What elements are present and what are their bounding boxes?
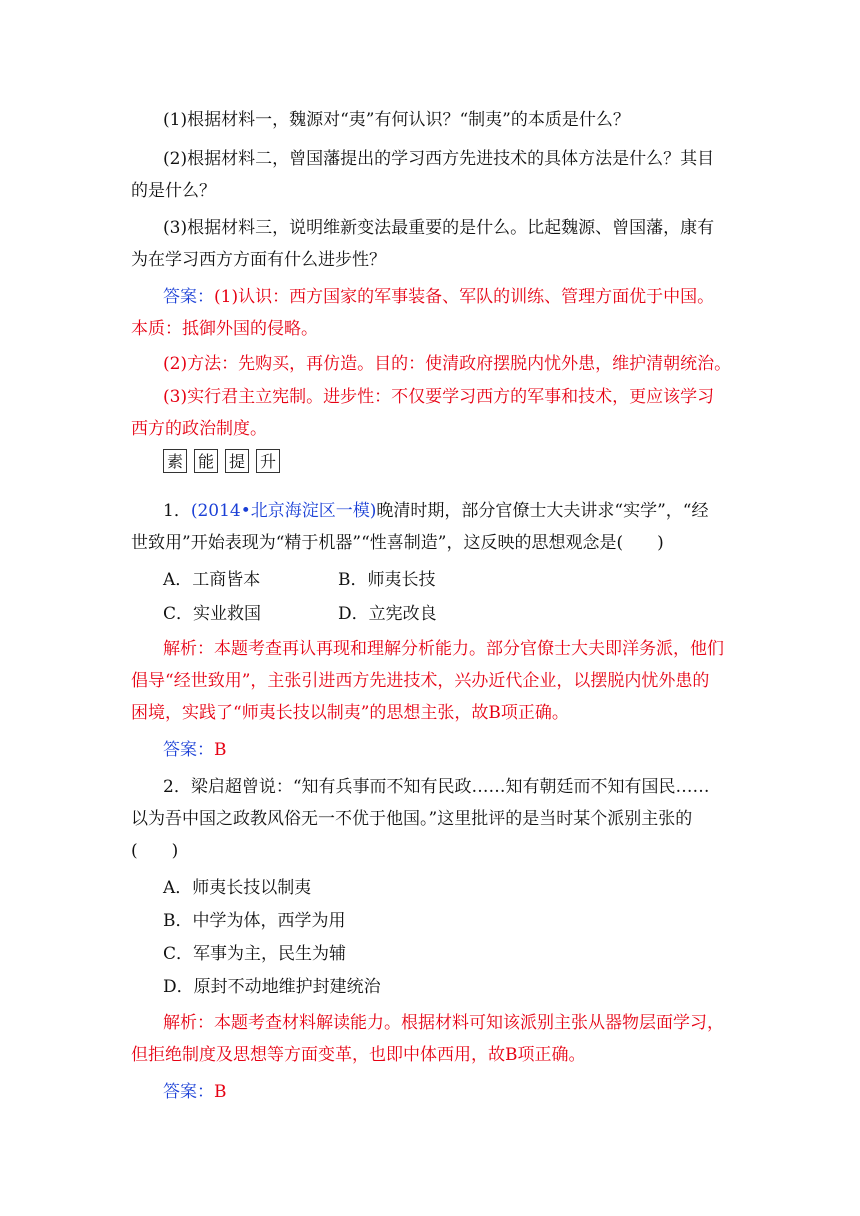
answer-label: 答案：	[163, 287, 214, 307]
item-2-analysis-line-2: 但拒绝制度及思想等方面变革，也即中体西用，故B项正确。	[131, 1045, 586, 1065]
item-1-option-c: C．实业救国	[163, 604, 262, 624]
answer-label: 答案：	[163, 740, 214, 760]
section-badge: 提	[225, 449, 249, 473]
item-2-option-a: A．师夷长技以制夷	[163, 878, 312, 898]
item-1-option-a: A．工商皆本	[163, 570, 261, 590]
item-2-answer-value: B	[214, 1082, 227, 1102]
section-badge: 素	[163, 449, 187, 473]
question-3-line-2: 为在学习西方方面有什么进步性？	[131, 250, 386, 270]
answer-label: 答案：	[163, 1082, 214, 1102]
answer-3-line-1: (3)实行君主立宪制。进步性：不仅要学习西方的军事和技术，更应该学习	[163, 387, 715, 407]
item-2-analysis-line-1	[163, 1011, 860, 1035]
item-1-analysis-line-3: 困境，实践了“师夷长技以制夷”的思想主张，故B项正确。	[131, 703, 569, 723]
item-2-analysis-text: 本题考查材料解读能力。根据材料可知该派别主张从器物层面学习，	[214, 1013, 724, 1033]
section-badge: 能	[194, 449, 218, 473]
item-1-analysis-text: 本题考查再认再现和理解分析能力。部分官僚士大夫即洋务派，他们	[214, 639, 724, 659]
item-2-option-b: B．中学为体，西学为用	[163, 911, 346, 931]
item-1-source: (2014•北京海淀区一模)	[190, 501, 377, 521]
item-1-stem-line-2: 世致用”开始表现为“精于机器”“性喜制造”，这反映的思想观念是( )	[131, 533, 664, 553]
analysis-label: 解析：	[163, 1013, 214, 1033]
item-1-option-d: D．立宪改良	[338, 604, 437, 624]
item-1-answer	[163, 738, 860, 762]
section-badge: 升	[256, 449, 280, 473]
item-2-option-c: C．军事为主，民生为辅	[163, 944, 347, 964]
analysis-label: 解析：	[163, 639, 214, 659]
section-heading	[163, 449, 287, 477]
question-1: (1)根据材料一，魏源对“夷”有何认识？“制夷”的本质是什么？	[163, 110, 630, 130]
answer-1-line-1	[163, 285, 860, 309]
answer-1-text: (1)认识：西方国家的军事装备、军队的训练、管理方面优于中国。	[214, 287, 715, 307]
answer-3-line-2: 西方的政治制度。	[131, 419, 267, 439]
item-1-stem-line-1	[163, 499, 860, 523]
item-1-analysis-line-1	[163, 637, 860, 661]
item-2-answer	[163, 1080, 860, 1104]
item-1-stem-text: 晚清时期，部分官僚士大夫讲求“实学”，“经	[376, 501, 709, 521]
item-1-answer-value: B	[214, 740, 227, 760]
item-2-stem-line-1: 2．梁启超曾说：“知有兵事而不知有民政……知有朝廷而不知有国民……	[163, 777, 710, 797]
item-1-option-b: B．师夷长技	[338, 570, 436, 590]
item-2-option-d: D．原封不动地维护封建统治	[163, 977, 381, 997]
item-2-stem-line-2: 以为吾中国之政教风俗无一不优于他国。”这里批评的是当时某个派别主张的	[131, 809, 693, 829]
item-2-stem-line-3: ( )	[131, 841, 179, 861]
answer-2: (2)方法：先购买，再仿造。目的：使清政府摆脱内忧外患，维护清朝统治。	[163, 354, 732, 374]
question-2-line-1: (2)根据材料二，曾国藩提出的学习西方先进技术的具体方法是什么？其目	[163, 149, 715, 169]
question-2-line-2: 的是什么？	[131, 181, 216, 201]
item-1-analysis-line-2: 倡导“经世致用”，主张引进西方先进技术，兴办近代企业，以摆脱内忧外患的	[131, 671, 710, 691]
question-3-line-1: (3)根据材料三，说明维新变法最重要的是什么。比起魏源、曾国藩，康有	[163, 218, 715, 238]
answer-1-line-2: 本质：抵御外国的侵略。	[131, 319, 318, 339]
item-1-number: 1．	[163, 501, 191, 521]
